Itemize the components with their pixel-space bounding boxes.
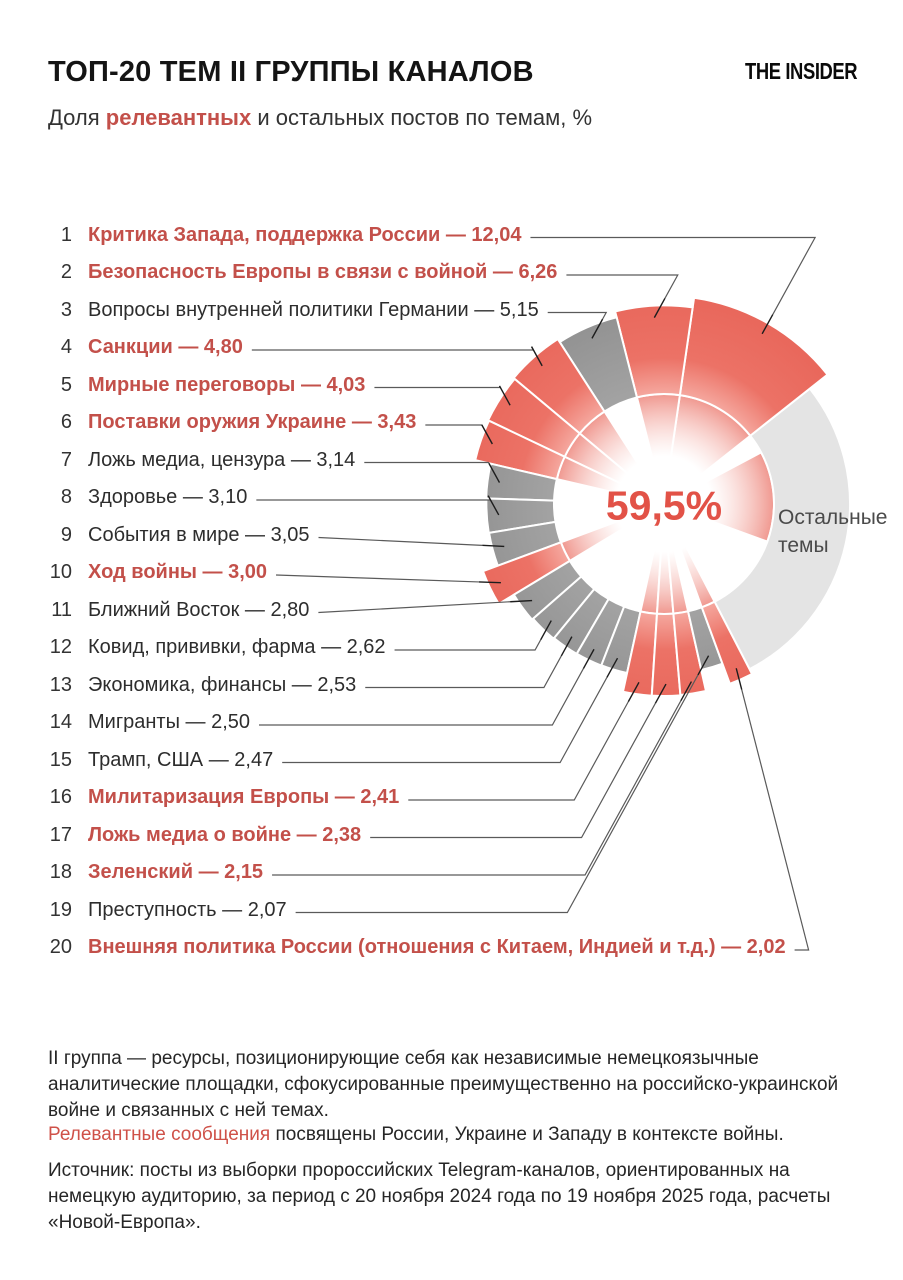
topic-rank: 17 bbox=[49, 823, 72, 846]
topic-label: Мигранты — 2,50 bbox=[88, 711, 250, 733]
topic-label: Экономика, финансы — 2,53 bbox=[88, 673, 357, 696]
topic-rank: 7 bbox=[60, 448, 72, 471]
topic-label: Вопросы внутренней политики Германии — 5,15 bbox=[88, 298, 539, 321]
leader-tick-10 bbox=[479, 582, 501, 583]
topic-rank: 11 bbox=[51, 598, 72, 621]
footnote-source: Источник: посты из выборки пророссийских Telegram-каналов, ориентированных на немецкую аудиторию, за период с 20 ноября 2024 года по 19 ноября 2025 года, расчеты «Новой-Европа». bbox=[48, 1160, 831, 1233]
topic-label: Милитаризация Европы — 2,41 bbox=[88, 786, 400, 808]
topic-label: Мирные переговоры — 4,03 bbox=[88, 373, 366, 396]
chart-subtitle bbox=[48, 105, 592, 131]
subtitle-highlight: релевантных bbox=[105, 105, 252, 130]
topic-rank: 3 bbox=[60, 298, 72, 321]
topic-rank: 2 bbox=[60, 261, 72, 283]
topic-rank: 6 bbox=[60, 411, 72, 433]
topic-label: Критика Запада, поддержка России — 12,04 bbox=[88, 223, 522, 246]
topic-label: Ложь медиа о войне — 2,38 bbox=[88, 823, 362, 846]
footnote-relevant-rest: посвящены России, Украине и Западу в контексте войны. bbox=[270, 1124, 784, 1145]
topic-label: Ход войны — 3,00 bbox=[88, 561, 268, 583]
topic-rank: 13 bbox=[49, 673, 72, 696]
topic-rank: 19 bbox=[49, 898, 72, 921]
topic-rank: 12 bbox=[49, 636, 72, 658]
center-percentage: 59,5% bbox=[605, 482, 723, 529]
other-topics-label: Остальные темы bbox=[778, 506, 888, 557]
leader-line-5 bbox=[374, 386, 500, 388]
the-insider-logo: THE INSIDER bbox=[744, 58, 857, 84]
leader-line-20 bbox=[742, 690, 809, 950]
topic-label: Ложь медиа, цензура — 3,14 bbox=[88, 448, 356, 471]
topic-rank: 18 bbox=[49, 861, 72, 883]
topic-rank: 16 bbox=[49, 786, 72, 808]
topic-label: Безопасность Европы в связи с войной — 6,26 bbox=[88, 261, 558, 283]
footnote-relevant-definition bbox=[48, 1122, 883, 1148]
leader-line-1 bbox=[530, 238, 815, 315]
footnote-relevant-highlight: Релевантные сообщения bbox=[48, 1124, 271, 1145]
topic-rank: 9 bbox=[60, 523, 72, 546]
subtitle-suffix: и остальных постов по темам, % bbox=[251, 105, 593, 130]
leader-line-4 bbox=[252, 347, 534, 350]
topic-label: Трамп, США — 2,47 bbox=[88, 748, 274, 771]
topic-rank: 14 bbox=[49, 711, 72, 733]
topic-rank: 1 bbox=[60, 223, 72, 246]
leader-line-17 bbox=[370, 703, 655, 837]
topic-rank: 5 bbox=[60, 373, 72, 396]
topic-rank: 20 bbox=[49, 936, 72, 958]
topic-label: Поставки оружия Украине — 3,43 bbox=[88, 411, 417, 433]
topic-label: Внешняя политика России (отношения с Китаем, Индией и т.д.) — 2,02 bbox=[88, 936, 786, 958]
topic-rank: 15 bbox=[49, 748, 72, 771]
leader-line-13 bbox=[365, 656, 561, 688]
topic-rank: 8 bbox=[60, 486, 72, 508]
leader-line-10 bbox=[276, 575, 479, 582]
topic-label: Ближний Восток — 2,80 bbox=[88, 598, 310, 621]
topic-label: Преступность — 2,07 bbox=[88, 898, 287, 921]
topic-label: Здоровье — 3,10 bbox=[88, 486, 248, 508]
leader-line-11 bbox=[318, 602, 510, 613]
page-title: ТОП-20 ТЕМ II ГРУППЫ КАНАЛОВ bbox=[48, 56, 534, 88]
leader-line-2 bbox=[566, 275, 677, 298]
leader-line-7 bbox=[364, 463, 489, 464]
topic-label: Санкции — 4,80 bbox=[88, 336, 243, 358]
topic-label: Зеленский — 2,15 bbox=[88, 861, 264, 883]
leader-line-12 bbox=[395, 640, 541, 650]
topic-label: Ковид, прививки, фарма — 2,62 bbox=[88, 636, 386, 658]
topic-rank: 10 bbox=[49, 561, 72, 583]
leader-line-8 bbox=[256, 496, 490, 500]
footnote-group-description: II группа — ресурсы, позиционирующие себя как независимые немецкоязычные аналитические площадки, сфокусированные преимущественно на российско-украинской войне и связанных с ней темах. bbox=[48, 1048, 839, 1121]
topic-rank: 4 bbox=[60, 336, 72, 358]
subtitle-prefix: Доля bbox=[48, 105, 106, 130]
leader-line-9 bbox=[319, 538, 483, 546]
leader-line-16 bbox=[408, 702, 628, 800]
topic-label: События в мире — 3,05 bbox=[88, 523, 310, 546]
leader-line-3 bbox=[548, 313, 607, 320]
